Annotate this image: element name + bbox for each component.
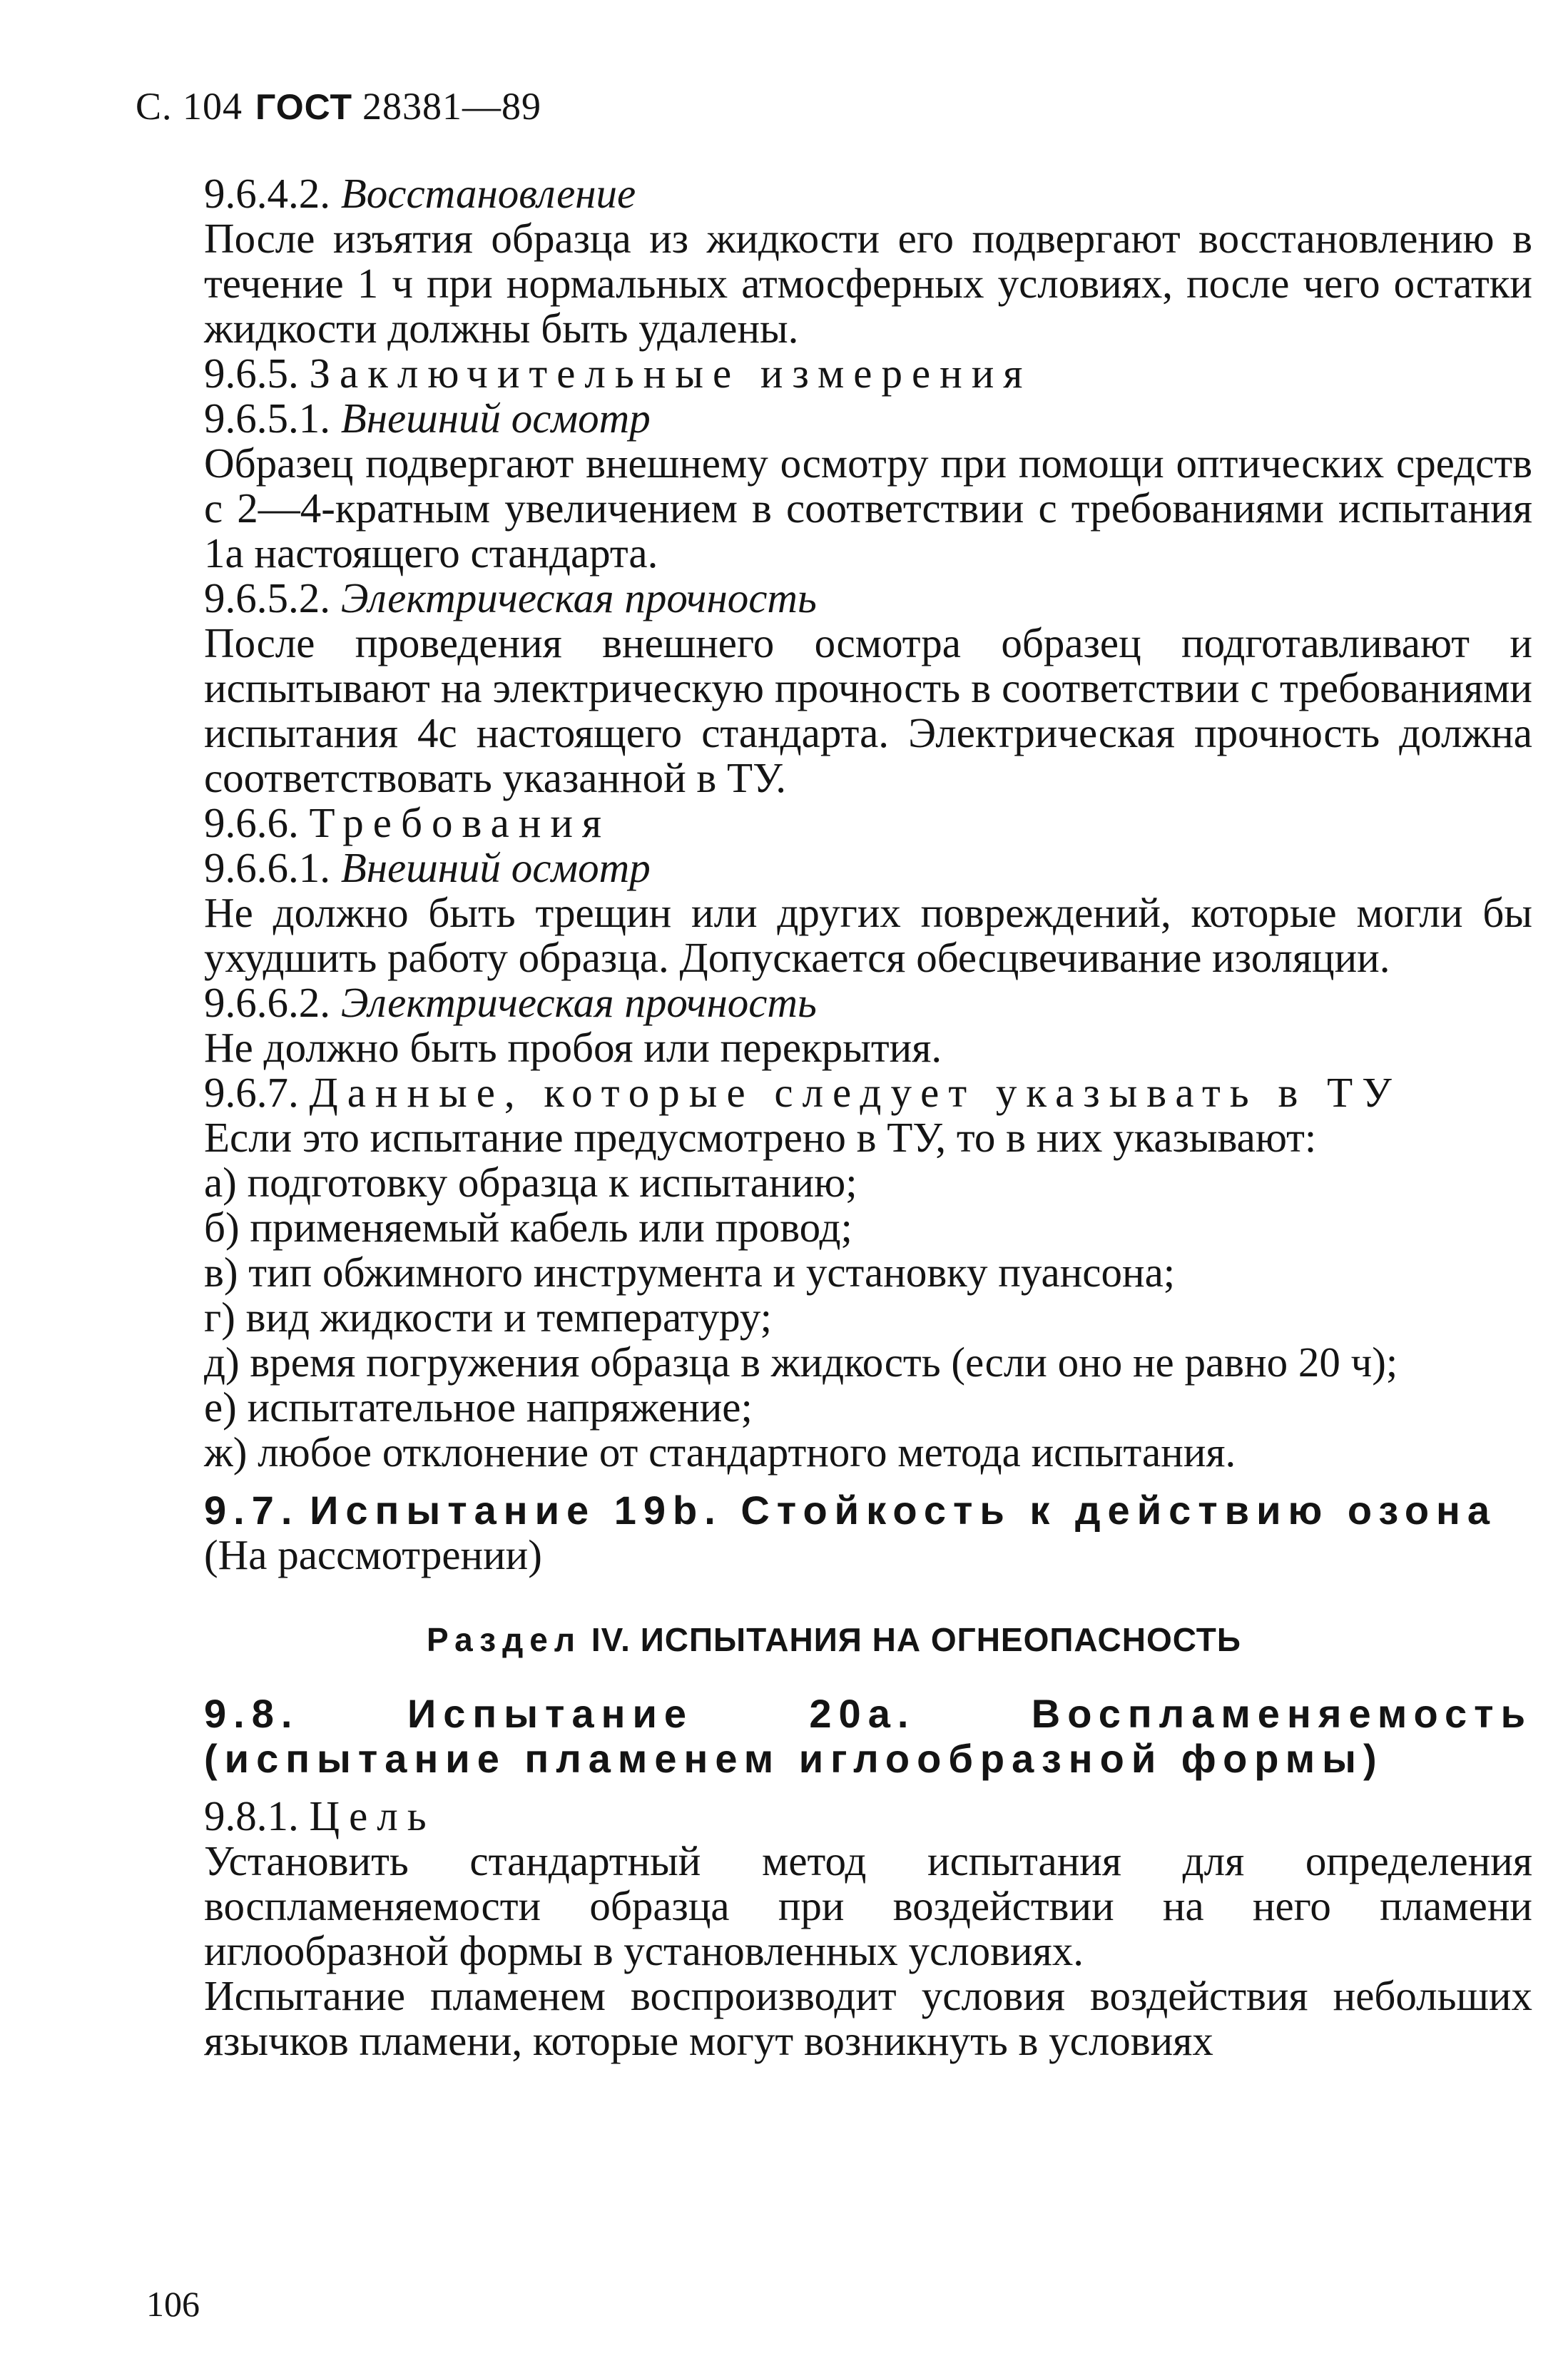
clause-title: Требования [309, 799, 611, 846]
clause-heading [136, 846, 1532, 890]
clause-number: 9.6.6. [204, 799, 299, 846]
clause-title: Внешний осмотр [340, 844, 651, 891]
section-word: Раздел [427, 1621, 582, 1658]
clause-title: Данные, которые следует указывать в ТУ [309, 1069, 1401, 1116]
clause-heading [136, 1070, 1532, 1115]
clause-heading [136, 1794, 1532, 1839]
section-heading [136, 1618, 1532, 1662]
clause-heading [136, 1488, 1532, 1533]
clause-heading [136, 171, 1532, 216]
clause-title: Восстановление [340, 170, 636, 217]
page-reference: С. 104 [136, 85, 243, 128]
clause-heading [136, 801, 1532, 846]
clause-title: Электрическая прочность [340, 574, 817, 621]
clause-number: 9.6.5.1. [204, 395, 330, 442]
clause-heading [136, 980, 1532, 1025]
list-item: а) подготовку образца к испытанию; [204, 1159, 857, 1206]
list-item: е) испытательное напряжение; [204, 1383, 753, 1431]
clause-number: 9.6.5. [204, 350, 299, 397]
clause-number: 9.6.6.2. [204, 979, 330, 1026]
list-item: б) применяемый кабель или провод; [204, 1204, 852, 1251]
clause-title: Заключительные измерения [309, 350, 1032, 397]
clause-heading [136, 576, 1532, 621]
list-item: г) вид жидкости и температуру; [204, 1294, 772, 1341]
page-number: 106 [146, 2284, 200, 2324]
paragraph: Не должно быть пробоя или перекрытия. [204, 1024, 942, 1071]
paragraph: Если это испытание предусмотрено в ТУ, то в них указывают: [204, 1114, 1317, 1161]
list-item: ж) любое отклонение от стандартного метода испытания. [204, 1428, 1236, 1476]
paragraph: После изъятия образца из жидкости его подвергают восстановлению в течение 1 ч при нормальных атмосферных условиях, после чего остатки жидкости должны быть удалены. [204, 215, 1532, 352]
paragraph: Не должно быть трещин или других повреждений, которые могли бы ухудшить работу образца. Допускается обесцвечивание изоляции. [204, 889, 1532, 981]
clause-number: 9.6.7. [204, 1069, 299, 1116]
paragraph: Образец подвергают внешнему осмотру при помощи оптических средств с 2—4-кратным увеличением в соответствии с требованиями испытания 1a настоящего стандарта. [204, 440, 1532, 577]
paragraph: (На рассмотрении) [204, 1531, 542, 1578]
document-body [136, 171, 1532, 2063]
clause-heading [136, 396, 1532, 441]
clause-title: Испытание 20a. Воспламеняемость (испытание пламенем иглообразной формы) [204, 1691, 1533, 1781]
clause-number: 9.7. [204, 1488, 300, 1533]
paragraph: После проведения внешнего осмотра образец подготавливают и испытывают на электрическую прочность в соответствии с требованиями испытания 4с настоящего стандарта. Электрическая прочность должна соответствовать указанной в ТУ. [204, 619, 1532, 801]
clause-number: 9.6.6.1. [204, 844, 330, 891]
paragraph: Испытание пламенем воспроизводит условия воздействия небольших язычков пламени, которые могут возникнуть в условиях [204, 1972, 1532, 2064]
clause-title: Электрическая прочность [340, 979, 817, 1026]
clause-heading [136, 351, 1532, 396]
clause-title: Внешний осмотр [340, 395, 651, 442]
clause-number: 9.8.1. [204, 1792, 299, 1839]
section-title: IV. ИСПЫТАНИЯ НА ОГНЕОПАСНОСТЬ [591, 1621, 1241, 1658]
standard-number: 28381—89 [362, 85, 542, 128]
list-item: в) тип обжимного инструмента и установку пуансона; [204, 1249, 1176, 1296]
clause-heading [136, 1691, 1532, 1781]
standard-label: ГОСТ [255, 87, 353, 127]
clause-title: Испытание 19b. Стойкость к действию озона [310, 1488, 1497, 1533]
clause-number: 9.6.5.2. [204, 574, 330, 621]
clause-title: Цель [309, 1792, 436, 1839]
page-header [136, 84, 541, 128]
paragraph: Установить стандартный метод испытания для определения воспламеняемости образца при воздействии на него пламени иглообразной формы в установленных условиях. [204, 1837, 1532, 1974]
list-item: д) время погружения образца в жидкость (если оно не равно 20 ч); [204, 1339, 1398, 1386]
clause-number: 9.6.4.2. [204, 170, 330, 217]
clause-number: 9.8. [204, 1691, 300, 1736]
